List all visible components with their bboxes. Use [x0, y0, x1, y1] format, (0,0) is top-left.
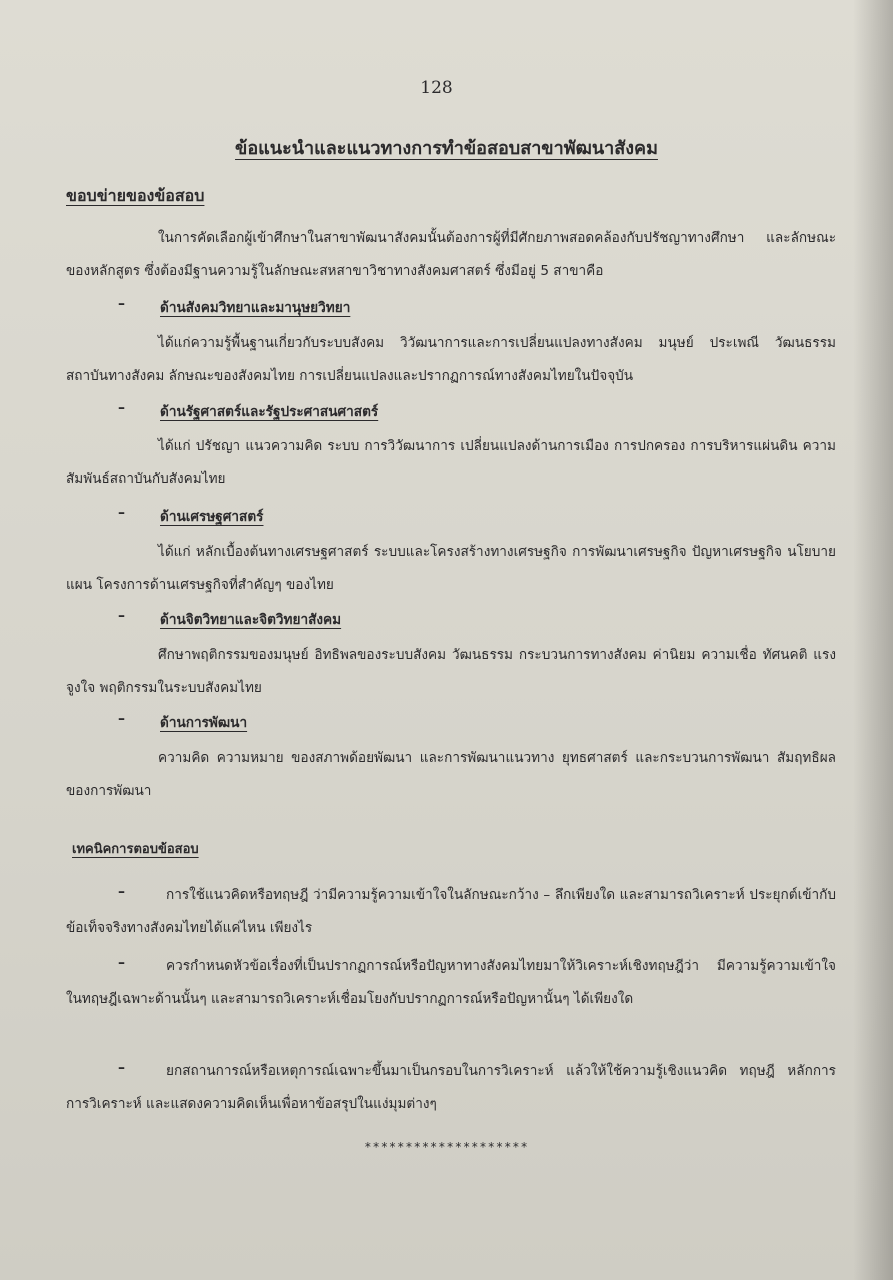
field-dash: – — [118, 711, 125, 727]
field-text-development: ความคิด ความหมาย ของสภาพด้อยพัฒนา และการพัฒนาแนวทาง ยุทธศาสตร์ และกระบวนการพัฒนา สัมฤทธิผลของการพัฒนา — [66, 750, 836, 799]
end-mark: ******************** — [364, 1140, 529, 1154]
page-edge-shadow — [853, 0, 893, 1280]
technique-dash: – — [118, 884, 125, 900]
technique-item-topic: ควรกำหนดหัวข้อเรื่องที่เป็นปรากฏการณ์หรือปัญหาทางสังคมไทยมาให้วิเคราะห์เชิงทฤษฎีว่า มีความรู้ความเข้าใจในทฤษฎีเฉพาะด้านนั้นๆ และสามารถวิเคราะห์เชื่อมโยงกับปรากฏการณ์หรือปัญหานั้นๆ ได้เพียงใด — [66, 958, 836, 1007]
scope-heading: ขอบข่ายของข้อสอบ — [66, 186, 205, 205]
technique-item-theory: การใช้แนวคิดหรือทฤษฎี ว่ามีความรู้ความเข้าใจในลักษณะกว้าง – ลึกเพียงใด และสามารถวิเคราะห์ ประยุกต์เข้ากับข้อเท็จจริงทางสังคมไทยได้แค่ไหน เพียงไร — [66, 887, 836, 936]
field-label-sociology: ด้านสังคมวิทยาและมานุษยวิทยา — [160, 300, 351, 316]
field-dash: – — [118, 296, 125, 312]
field-label-development: ด้านการพัฒนา — [160, 715, 248, 731]
field-label-economics: ด้านเศรษฐศาสตร์ — [160, 509, 264, 525]
field-text-psychology: ศึกษาพฤติกรรมของมนุษย์ อิทธิพลของระบบสังคม วัฒนธรรม กระบวนการทางสังคม ค่านิยม ความเชื่อ ทัศนคติ แรงจูงใจ พฤติกรรมในระบบสังคมไทย — [66, 647, 836, 696]
field-label-political-science: ด้านรัฐศาสตร์และรัฐประศาสนศาสตร์ — [160, 404, 379, 420]
field-label-psychology: ด้านจิตวิทยาและจิตวิทยาสังคม — [160, 612, 342, 628]
page-number: 128 — [420, 78, 453, 98]
field-text-political-science: ได้แก่ ปรัชญา แนวความคิด ระบบ การวิวัฒนาการ เปลี่ยนแปลงด้านการเมือง การปกครอง การบริหารแผ่นดิน ความสัมพันธ์สถาบันกับสังคมไทย — [66, 438, 836, 487]
field-text-economics: ได้แก่ หลักเบื้องต้นทางเศรษฐศาสตร์ ระบบและโครงสร้างทางเศรษฐกิจ การพัฒนาเศรษฐกิจ ปัญหาเศรษฐกิจ นโยบาย แผน โครงการด้านเศรษฐกิจที่สำคัญๆ ของไทย — [66, 544, 836, 593]
technique-heading: เทคนิคการตอบข้อสอบ — [72, 842, 199, 857]
document-title: ข้อแนะนำและแนวทางการทำข้อสอบสาขาพัฒนาสังคม — [235, 138, 658, 159]
technique-item-situation: ยกสถานการณ์หรือเหตุการณ์เฉพาะขึ้นมาเป็นกรอบในการวิเคราะห์ แล้วให้ใช้ความรู้เชิงแนวคิด ทฤษฎี หลักการ การวิเคราะห์ และแสดงความคิดเห็นเพื่อหาข้อสรุปในแง่มุมต่างๆ — [66, 1063, 836, 1112]
scope-intro: ในการคัดเลือกผู้เข้าศึกษาในสาขาพัฒนาสังคมนั้นต้องการผู้ที่มีศักยภาพสอดคล้องกับปรัชญาทางศึกษา และลักษณะของหลักสูตร ซึ่งต้องมีฐานความรู้ในลักษณะสหสาขาวิชาทางสังคมศาสตร์ ซึ่งมีอยู่ 5 สาขาคือ — [66, 230, 836, 279]
field-dash: – — [118, 400, 125, 416]
technique-dash: – — [118, 955, 125, 971]
field-dash: – — [118, 608, 125, 624]
technique-dash: – — [118, 1060, 125, 1076]
field-text-sociology: ได้แก่ความรู้พื้นฐานเกี่ยวกับระบบสังคม วิวัฒนาการและการเปลี่ยนแปลงทางสังคม มนุษย์ ประเพณี วัฒนธรรม สถาบันทางสังคม ลักษณะของสังคมไทย การเปลี่ยนแปลงและปรากฏการณ์ทางสังคมไทยในปัจจุบัน — [66, 335, 836, 384]
field-dash: – — [118, 505, 125, 521]
